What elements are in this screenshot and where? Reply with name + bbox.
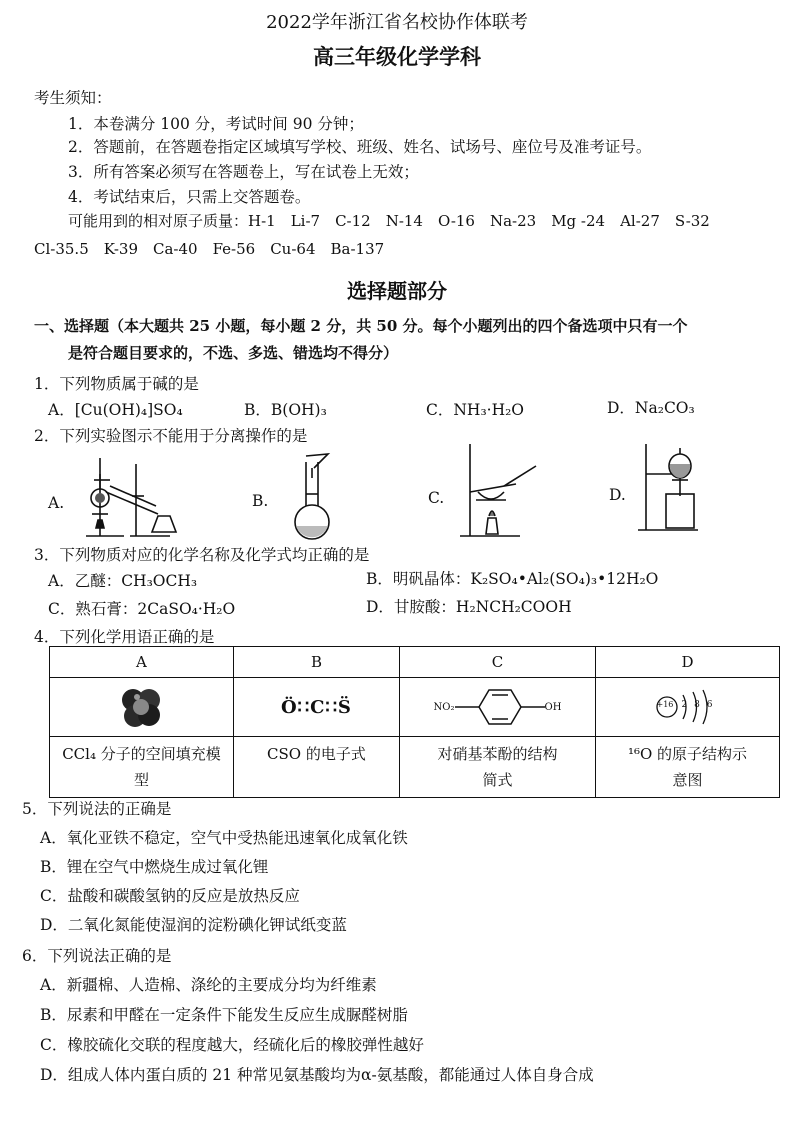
q2-stem: 2．下列实验图示不能用于分离操作的是 [34, 427, 308, 445]
space-filling-model-illustration [111, 682, 171, 732]
q6-option-c: C．橡胶硫化交联的程度越大，经硫化后的橡胶弹性越好 [40, 1036, 424, 1054]
notice-heading: 考生须知： [34, 89, 112, 107]
part1-heading-line2: 是符合题目要求的，不选、多选、错选均不得分） [68, 344, 399, 362]
q2-label-c: C. [428, 489, 445, 507]
q2-label-d: D. [609, 486, 626, 504]
q6-option-d: D．组成人体内蛋白质的 21 种常见氨基酸均为α-氨基酸，都能通过人体自身合成 [40, 1066, 594, 1084]
q4-caption-d: ¹⁶O 的原子结构示意图 [627, 745, 748, 789]
q4-caption-a: CCl₄ 分子的空间填充模型 [62, 745, 221, 789]
q4-options-table [49, 646, 780, 798]
electron-formula: Ö∷C∷S̈ [280, 696, 352, 718]
notice-item-3: 3．所有答案必须写在答题卷上，写在试卷上无效； [68, 163, 419, 181]
q4-cell-d-atom [596, 678, 780, 737]
q4-cell-c-structure [399, 678, 595, 737]
q4-caption-b: CSO 的电子式 [267, 745, 366, 763]
part1-heading: 一、选择题（本大题共 25 小题，每小题 2 分，共 50 分。每个小题列出的四个备选项中只有一个 [34, 317, 688, 335]
nitro-group-label: NO₂ [433, 701, 455, 713]
electron-shells: 2 8 6 [681, 700, 715, 710]
q3-option-c: C．熟石膏：2CaSO₄·H₂O [48, 600, 236, 618]
q5-option-c: C．盐酸和碳酸氢钠的反应是放热反应 [40, 887, 300, 905]
q6-stem: 6．下列说法正确的是 [22, 947, 172, 965]
separatory-funnel-illustration [636, 440, 708, 536]
q4-caption-c: 对硝基苯酚的结构简式 [437, 745, 558, 789]
q4-header-a: A [50, 647, 234, 678]
q4-cell-a-model [50, 678, 234, 737]
hydroxyl-group-label: OH [544, 701, 562, 713]
q6-option-a: A．新疆棉、人造棉、涤纶的主要成分均为纤维素 [40, 976, 377, 994]
q4-header-c: C [399, 647, 595, 678]
q4-cell-b-formula [233, 678, 399, 737]
q4-header-d: D [596, 647, 780, 678]
q4-stem: 4．下列化学用语正确的是 [34, 628, 215, 646]
notice-item-2: 2．答题前，在答题卷指定区域填写学校、班级、姓名、试场号、座位号及准考证号。 [68, 138, 652, 156]
subject-title: 高三年级化学学科 [313, 44, 481, 69]
volumetric-flask-illustration [284, 448, 338, 540]
q3-option-b: B．明矾晶体：K₂SO₄•Al₂(SO₄)₃•12H₂O [366, 570, 659, 588]
q1-option-b: B．B(OH)₃ [244, 401, 327, 419]
q6-option-b: B．尿素和甲醛在一定条件下能发生反应生成脲醛树脂 [40, 1006, 408, 1024]
q1-stem: 1．下列物质属于碱的是 [34, 375, 199, 393]
q3-option-d: D．甘胺酸：H₂NCH₂COOH [366, 598, 572, 616]
evaporation-apparatus-illustration [456, 440, 542, 540]
q1-option-d: D．Na₂CO₃ [607, 399, 695, 417]
q1-option-a: A．[Cu(OH)₄]SO₄ [48, 401, 183, 419]
q2-label-b: B. [252, 492, 269, 510]
q5-stem: 5．下列说法的正确是 [22, 800, 172, 818]
distillation-apparatus-illustration [72, 450, 190, 540]
q5-option-d: D．二氧化氮能使湿润的淀粉碘化钾试纸变蓝 [40, 916, 347, 934]
benzene-ring-illustration [455, 685, 545, 729]
q3-stem: 3．下列物质对应的化学名称及化学式均正确的是 [34, 546, 370, 564]
notice-item-4: 4．考试结束后，只需上交答题卷。 [68, 188, 311, 206]
nucleus-charge: +16 [656, 700, 674, 709]
q5-option-b: B．锂在空气中燃烧生成过氧化锂 [40, 858, 269, 876]
atomic-masses-line2: Cl-35.5 K-39 Ca-40 Fe-56 Cu-64 Ba-137 [34, 240, 385, 258]
q3-option-a: A．乙醚：CH₃OCH₃ [48, 572, 198, 590]
exam-title: 2022学年浙江省名校协作体联考 [266, 12, 528, 33]
q5-option-a: A．氧化亚铁不稳定，空气中受热能迅速氧化成氧化铁 [40, 829, 408, 847]
q4-header-b: B [233, 647, 399, 678]
notice-item-1: 1．本卷满分 100 分，考试时间 90 分钟； [68, 115, 364, 133]
section-title: 选择题部分 [347, 279, 447, 303]
q2-label-a: A. [48, 494, 65, 512]
atomic-masses-line1: 可能用到的相对原子质量：H-1 Li-7 C-12 N-14 O-16 Na-23 Mg -24 Al-27 S-32 [68, 212, 710, 230]
q1-option-c: C．NH₃·H₂O [426, 401, 525, 419]
